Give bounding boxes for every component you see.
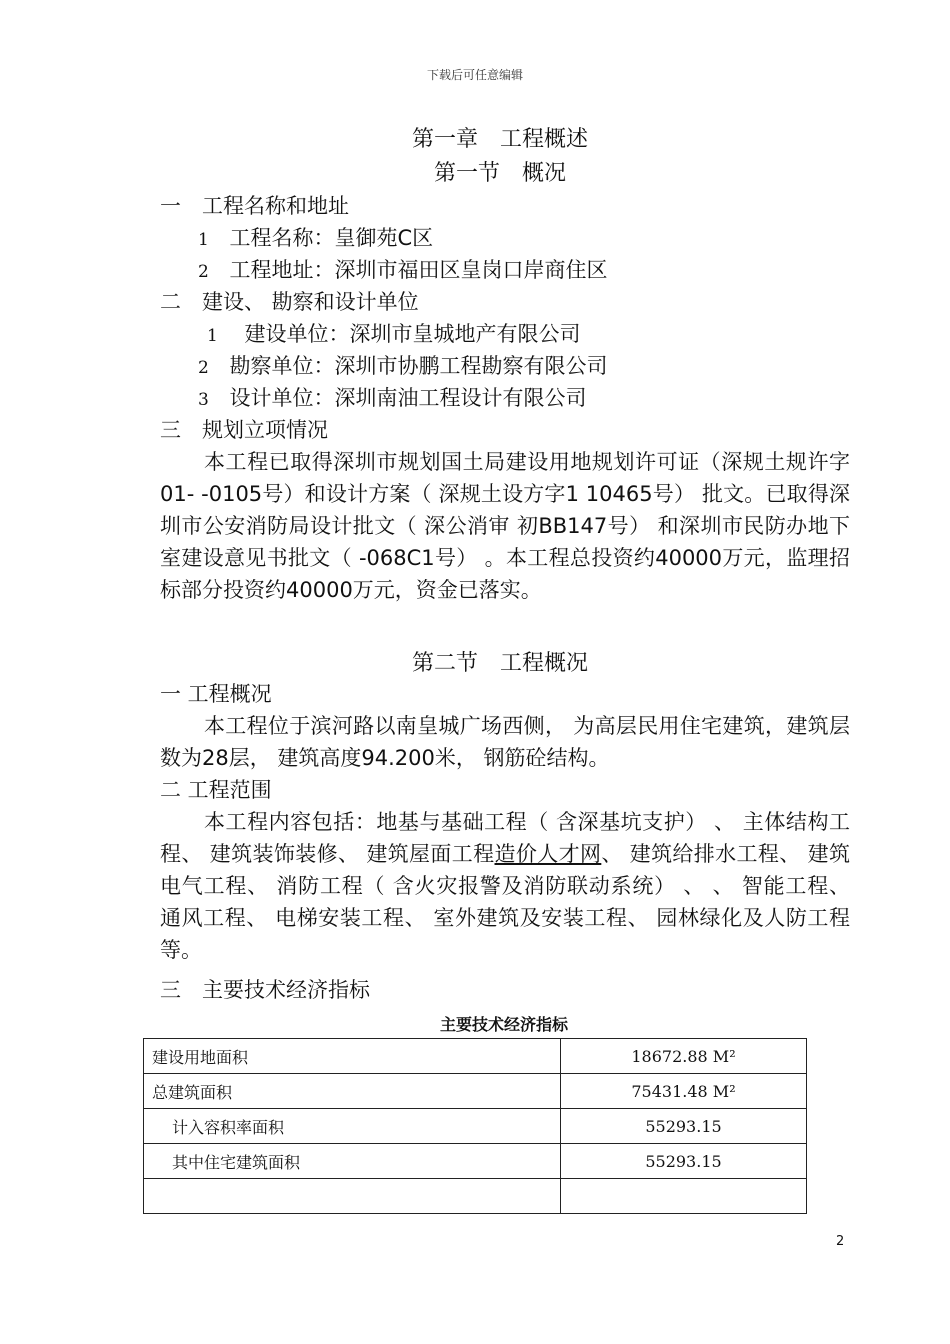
section2-title: 第二节 工程概况 [411, 651, 588, 676]
list-number: 1 [198, 230, 209, 250]
table-cell-value: 75431.48 M² [561, 1074, 807, 1109]
table-cell-label [144, 1179, 561, 1214]
heading-overview: 一 工程概况 [160, 682, 272, 706]
header-note: 下载后可任意编辑 [426, 68, 523, 82]
designer-text: 设计单位：深圳南油工程设计有限公司 [229, 386, 587, 410]
list-number: 1 [207, 326, 218, 346]
indicators-table [143, 1038, 807, 1214]
table-cell-label: 计入容积率面积 [144, 1109, 561, 1144]
heading-project-name-address: 一 工程名称和地址 [160, 194, 349, 218]
scope-paragraph [160, 806, 850, 966]
list-number: 3 [198, 390, 209, 410]
list-item-surveyor [198, 350, 608, 380]
list-item-builder [207, 318, 581, 348]
list-number: 2 [198, 262, 209, 282]
project-address-text: 工程地址：深圳市福田区皇岗口岸商住区 [229, 258, 608, 282]
scope-text-part1: 本工程内容包括：地基与基础工程（ 含深基坑支护） 、 主体结构工程、 建筑装饰装修、 建筑屋面工程 [160, 810, 850, 866]
heading-indicators: 三 主要技术经济指标 [160, 978, 370, 1002]
table-cell-value: 55293.15 [561, 1109, 807, 1144]
table-cell-value: 18672.88 M² [561, 1039, 807, 1074]
table-cell-label: 总建筑面积 [144, 1074, 561, 1109]
table-row [144, 1179, 807, 1214]
list-item-project-name [198, 222, 433, 252]
scope-text-part2: 、 建筑给排水工程、 建筑电气工程、 消防工程（ 含火灾报警及消防联动系统） 、 、 智能工程、 通风工程、 电梯安装工程、 室外建筑及安装工程、 园林绿化及人防工程等。 [160, 842, 850, 962]
heading-planning: 三 规划立项情况 [160, 418, 328, 442]
chapter-title: 第一章 工程概述 [411, 127, 588, 152]
list-number: 2 [198, 358, 209, 378]
site-link[interactable]: 造价人才网 [494, 842, 602, 866]
heading-units: 二 建设、 勘察和设计单位 [160, 290, 419, 314]
planning-paragraph [160, 446, 850, 606]
page-number: 2 [836, 1234, 845, 1249]
table-row [144, 1039, 807, 1074]
table-row [144, 1074, 807, 1109]
table-title: 主要技术经济指标 [439, 1015, 568, 1034]
table-cell-label: 其中住宅建筑面积 [144, 1144, 561, 1179]
builder-text: 建设单位：深圳市皇城地产有限公司 [244, 322, 581, 346]
surveyor-text: 勘察单位：深圳市协鹏工程勘察有限公司 [229, 354, 608, 378]
table-cell-value [561, 1179, 807, 1214]
section1-title: 第一节 概况 [433, 161, 566, 186]
project-name-text: 工程名称：皇御苑C区 [229, 226, 434, 250]
scope-text [160, 806, 850, 966]
overview-paragraph [160, 710, 850, 774]
list-item-project-address [198, 254, 608, 284]
overview-text: 本工程位于滨河路以南皇城广场西侧， 为高层民用住宅建筑，建筑层数为28层， 建筑高度94.200米， 钢筋砼结构。 [160, 714, 850, 770]
table-cell-value: 55293.15 [561, 1144, 807, 1179]
table-row [144, 1109, 807, 1144]
list-item-designer [198, 382, 587, 412]
table-cell-label: 建设用地面积 [144, 1039, 561, 1074]
heading-scope: 二 工程范围 [160, 778, 272, 802]
table-row [144, 1144, 807, 1179]
planning-text: 本工程已取得深圳市规划国土局建设用地规划许可证（深规土规许字01- -0105号）和设计方案（ 深规土设方字1 10465号） 批文。已取得深圳市公安消防局设计批文（ 深公消审 初BB147号） 和深圳市民防办地下室建设意见书批文（ -068C1号） 。本工程总投资约40000万元，监理招标部分投资约40000万元，资金已落实。 [160, 450, 850, 602]
